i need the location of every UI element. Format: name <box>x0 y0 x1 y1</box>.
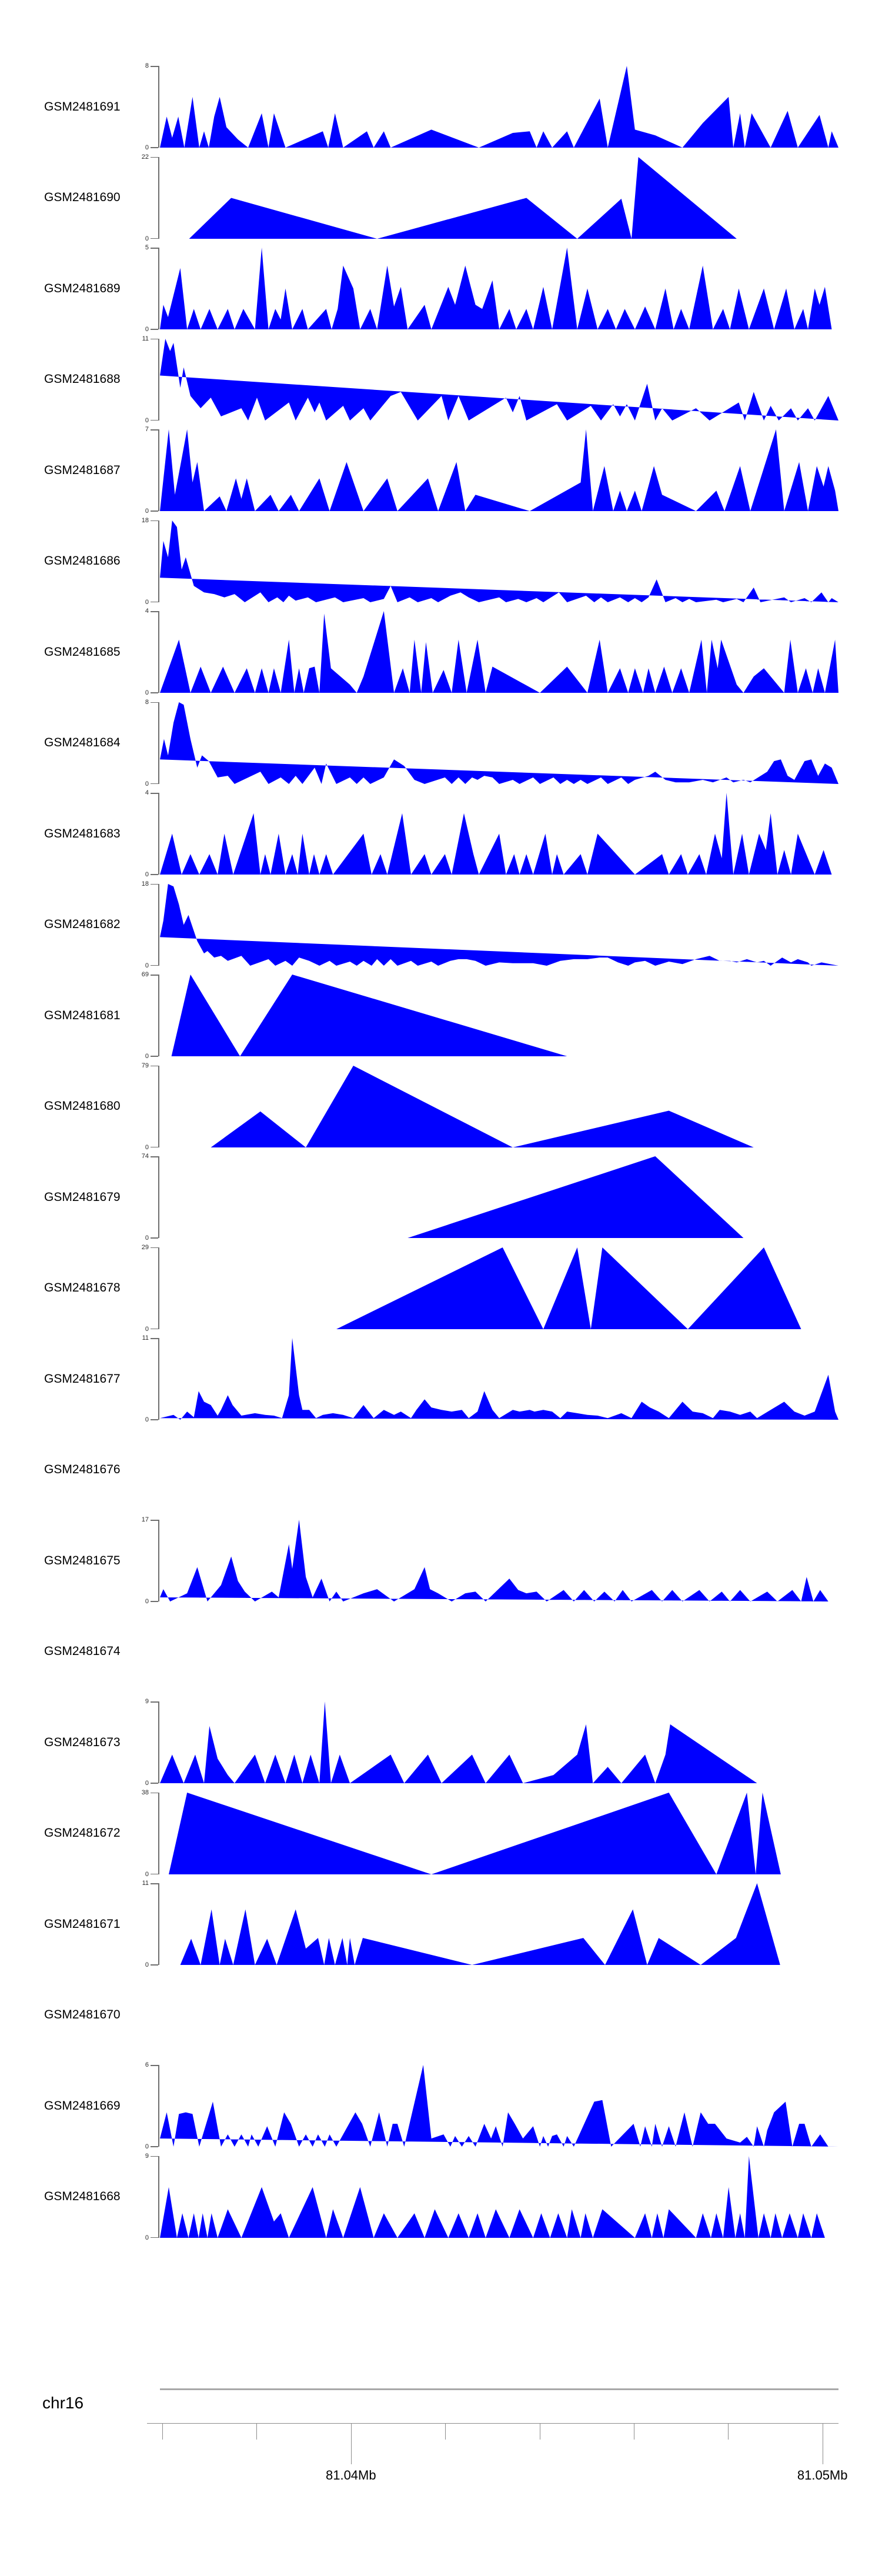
y-zero-value: 0 <box>145 1598 149 1605</box>
y-axis-spine <box>158 611 159 693</box>
signal-area-GSM2481678 <box>160 1247 838 1329</box>
y-axis-zero-tick <box>151 602 158 603</box>
minor-tick <box>445 2423 446 2440</box>
y-axis-spine <box>158 702 159 784</box>
y-axis-spine <box>158 1520 159 1601</box>
y-axis-top-tick <box>151 1066 158 1067</box>
y-axis-top-tick <box>151 2065 158 2066</box>
track-label-GSM2481691: GSM2481691 <box>44 99 121 114</box>
track-label-GSM2481670: GSM2481670 <box>44 2008 121 2021</box>
y-max-value: 7 <box>145 426 149 433</box>
track-label-GSM2481687: GSM2481687 <box>44 463 121 477</box>
track-label-GSM2481685: GSM2481685 <box>44 645 121 659</box>
track-label-GSM2481679: GSM2481679 <box>44 1190 121 1204</box>
signal-area-GSM2481688 <box>160 339 838 421</box>
y-max-value: 9 <box>145 1698 149 1705</box>
y-axis-zero-tick <box>151 329 158 330</box>
y-axis-spine <box>158 793 159 875</box>
y-axis-zero-tick <box>151 1237 158 1239</box>
y-axis-spine <box>158 248 159 329</box>
y-axis-top-tick <box>151 66 158 67</box>
y-zero-value: 0 <box>145 1961 149 1968</box>
signal-area-GSM2481689 <box>160 248 838 329</box>
track-label-GSM2481675: GSM2481675 <box>44 1553 121 1567</box>
separator-line <box>160 2388 838 2390</box>
track-label-GSM2481678: GSM2481678 <box>44 1281 121 1294</box>
signal-polygon <box>160 2156 838 2238</box>
signal-area-GSM2481679 <box>160 1156 838 1238</box>
signal-polygon <box>160 1338 838 1420</box>
signal-polygon <box>160 1066 838 1147</box>
y-zero-value: 0 <box>145 326 149 333</box>
signal-area-GSM2481682 <box>160 884 838 966</box>
y-max-value: 8 <box>145 62 149 69</box>
y-max-value: 17 <box>141 1516 149 1523</box>
signal-polygon <box>160 520 838 602</box>
y-axis-zero-tick <box>151 420 158 421</box>
y-max-value: 5 <box>145 244 149 251</box>
track-label-GSM2481677: GSM2481677 <box>44 1372 121 1386</box>
track-label-GSM2481682: GSM2481682 <box>44 917 121 931</box>
signal-area-GSM2481672 <box>160 1793 838 1874</box>
y-max-value: 69 <box>141 971 149 978</box>
y-zero-value: 0 <box>145 1053 149 1060</box>
y-axis-zero-tick <box>151 874 158 875</box>
track-label-GSM2481681: GSM2481681 <box>44 1008 121 1022</box>
signal-area-GSM2481671 <box>160 1883 838 1965</box>
tick-label: 81.04Mb <box>325 2468 376 2482</box>
track-label-GSM2481668: GSM2481668 <box>44 2190 121 2203</box>
track-label-GSM2481673: GSM2481673 <box>44 1735 121 1749</box>
signal-area-GSM2481683 <box>160 793 838 875</box>
signal-polygon <box>160 1883 838 1965</box>
track-label-GSM2481676: GSM2481676 <box>44 1463 121 1476</box>
y-axis-spine <box>158 66 159 148</box>
y-zero-value: 0 <box>145 1416 149 1423</box>
y-axis-zero-tick <box>151 1601 158 1602</box>
signal-area-GSM2481677 <box>160 1338 838 1420</box>
y-max-value: 18 <box>141 880 149 887</box>
signal-polygon <box>160 1156 838 1238</box>
signal-polygon <box>160 884 838 966</box>
y-max-value: 38 <box>141 1788 149 1796</box>
y-axis-top-tick <box>151 339 158 340</box>
y-axis-spine <box>158 1066 159 1147</box>
y-axis-top-tick <box>151 1247 158 1249</box>
signal-polygon <box>160 1520 838 1601</box>
y-axis-spine <box>158 2156 159 2238</box>
y-max-value: 8 <box>145 698 149 706</box>
major-tick <box>351 2423 352 2464</box>
track-label-GSM2481684: GSM2481684 <box>44 736 121 749</box>
y-max-value: 18 <box>141 516 149 524</box>
signal-polygon <box>160 248 838 329</box>
signal-area-GSM2481669 <box>160 2065 838 2147</box>
signal-polygon <box>160 793 838 875</box>
y-zero-value: 0 <box>145 144 149 151</box>
chromosome-label: chr16 <box>42 2394 84 2412</box>
y-axis-spine <box>158 884 159 966</box>
y-zero-value: 0 <box>145 871 149 878</box>
track-label-GSM2481669: GSM2481669 <box>44 2098 121 2113</box>
signal-polygon <box>160 157 838 239</box>
y-axis-spine <box>158 339 159 421</box>
y-max-value: 11 <box>142 1334 149 1342</box>
y-zero-value: 0 <box>145 689 149 696</box>
y-axis-top-tick <box>151 248 158 249</box>
signal-polygon <box>160 1701 838 1783</box>
y-axis-spine <box>158 520 159 602</box>
signal-area-GSM2481668 <box>160 2156 838 2238</box>
y-axis-spine <box>158 1701 159 1783</box>
signal-area-GSM2481681 <box>160 975 838 1056</box>
y-axis-zero-tick <box>151 238 158 239</box>
y-zero-value: 0 <box>145 1234 149 1242</box>
y-zero-value: 0 <box>145 598 149 606</box>
y-axis-top-tick <box>151 157 158 158</box>
track-label-GSM2481686: GSM2481686 <box>44 554 121 568</box>
y-axis-top-tick <box>151 884 158 885</box>
y-zero-value: 0 <box>145 508 149 515</box>
y-axis-spine <box>158 1883 159 1965</box>
signal-area-GSM2481675 <box>160 1520 838 1601</box>
y-axis-zero-tick <box>151 1329 158 1330</box>
signal-area-GSM2481673 <box>160 1701 838 1783</box>
signal-polygon <box>160 66 838 148</box>
y-zero-value: 0 <box>145 1143 149 1151</box>
y-max-value: 9 <box>145 2152 149 2160</box>
track-label-GSM2481680: GSM2481680 <box>44 1099 121 1113</box>
y-axis-top-tick <box>151 520 158 522</box>
tick-label: 81.05Mb <box>797 2468 848 2482</box>
track-label-GSM2481690: GSM2481690 <box>44 191 121 204</box>
y-zero-value: 0 <box>145 2143 149 2150</box>
y-axis-top-tick <box>151 2156 158 2157</box>
y-max-value: 6 <box>145 2061 149 2068</box>
signal-polygon <box>160 1793 838 1874</box>
y-max-value: 4 <box>145 608 149 615</box>
y-axis-zero-tick <box>151 1783 158 1784</box>
y-axis-spine <box>158 2065 159 2147</box>
signal-polygon <box>160 611 838 693</box>
y-axis-zero-tick <box>151 1056 158 1057</box>
y-axis-top-tick <box>151 1156 158 1157</box>
y-axis-zero-tick <box>151 1147 158 1148</box>
y-axis-spine <box>158 157 159 239</box>
y-axis-top-tick <box>151 1338 158 1339</box>
y-axis-top-tick <box>151 793 158 794</box>
y-axis-top-tick <box>151 611 158 612</box>
track-label-GSM2481671: GSM2481671 <box>44 1917 121 1931</box>
y-axis-zero-tick <box>151 2146 158 2147</box>
y-zero-value: 0 <box>145 1780 149 1787</box>
y-axis-zero-tick <box>151 1964 158 1966</box>
minor-tick <box>162 2423 163 2440</box>
y-axis-top-tick <box>151 1520 158 1521</box>
y-axis-zero-tick <box>151 147 158 148</box>
signal-area-GSM2481690 <box>160 157 838 239</box>
signal-polygon <box>160 702 838 784</box>
y-axis-spine <box>158 1156 159 1238</box>
y-axis-zero-tick <box>151 783 158 785</box>
y-axis-zero-tick <box>151 965 158 966</box>
signal-area-GSM2481684 <box>160 702 838 784</box>
track-label-GSM2481674: GSM2481674 <box>44 1644 121 1658</box>
signal-polygon <box>160 2065 838 2147</box>
y-max-value: 22 <box>141 153 149 161</box>
y-zero-value: 0 <box>145 1870 149 1878</box>
track-label-GSM2481683: GSM2481683 <box>44 826 121 840</box>
y-max-value: 29 <box>141 1243 149 1251</box>
y-max-value: 11 <box>142 335 149 342</box>
y-max-value: 11 <box>142 1880 149 1887</box>
y-axis-top-tick <box>151 1883 158 1884</box>
signal-polygon <box>160 1247 838 1329</box>
track-label-GSM2481672: GSM2481672 <box>44 1826 121 1840</box>
minor-tick <box>728 2423 729 2440</box>
y-axis-top-tick <box>151 702 158 703</box>
y-zero-value: 0 <box>145 2234 149 2241</box>
y-axis-zero-tick <box>151 1419 158 1420</box>
signal-area-GSM2481686 <box>160 520 838 602</box>
y-axis-spine <box>158 429 159 511</box>
y-zero-value: 0 <box>145 235 149 242</box>
signal-area-GSM2481691 <box>160 66 838 148</box>
y-max-value: 74 <box>141 1153 149 1160</box>
y-axis-spine <box>158 1338 159 1420</box>
y-max-value: 4 <box>145 789 149 796</box>
y-max-value: 79 <box>141 1062 149 1069</box>
y-axis-zero-tick <box>151 1874 158 1875</box>
y-axis-top-tick <box>151 1701 158 1703</box>
y-axis-spine <box>158 1247 159 1329</box>
y-axis-zero-tick <box>151 2237 158 2238</box>
y-zero-value: 0 <box>145 416 149 424</box>
y-axis-top-tick <box>151 975 158 976</box>
y-zero-value: 0 <box>145 780 149 788</box>
y-axis-spine <box>158 975 159 1056</box>
y-axis-top-tick <box>151 429 158 431</box>
y-zero-value: 0 <box>145 962 149 969</box>
signal-area-GSM2481680 <box>160 1066 838 1147</box>
track-label-GSM2481688: GSM2481688 <box>44 372 121 386</box>
signal-area-GSM2481685 <box>160 611 838 693</box>
y-axis-spine <box>158 1793 159 1874</box>
track-label-GSM2481689: GSM2481689 <box>44 281 121 295</box>
signal-area-GSM2481687 <box>160 429 838 511</box>
y-axis-zero-tick <box>151 510 158 512</box>
y-zero-value: 0 <box>145 1325 149 1333</box>
signal-polygon <box>160 339 838 421</box>
y-axis-zero-tick <box>151 692 158 693</box>
minor-tick <box>256 2423 257 2440</box>
signal-polygon <box>160 429 838 511</box>
axis-line <box>147 2423 838 2424</box>
signal-polygon <box>160 975 838 1056</box>
y-axis-top-tick <box>151 1793 158 1794</box>
